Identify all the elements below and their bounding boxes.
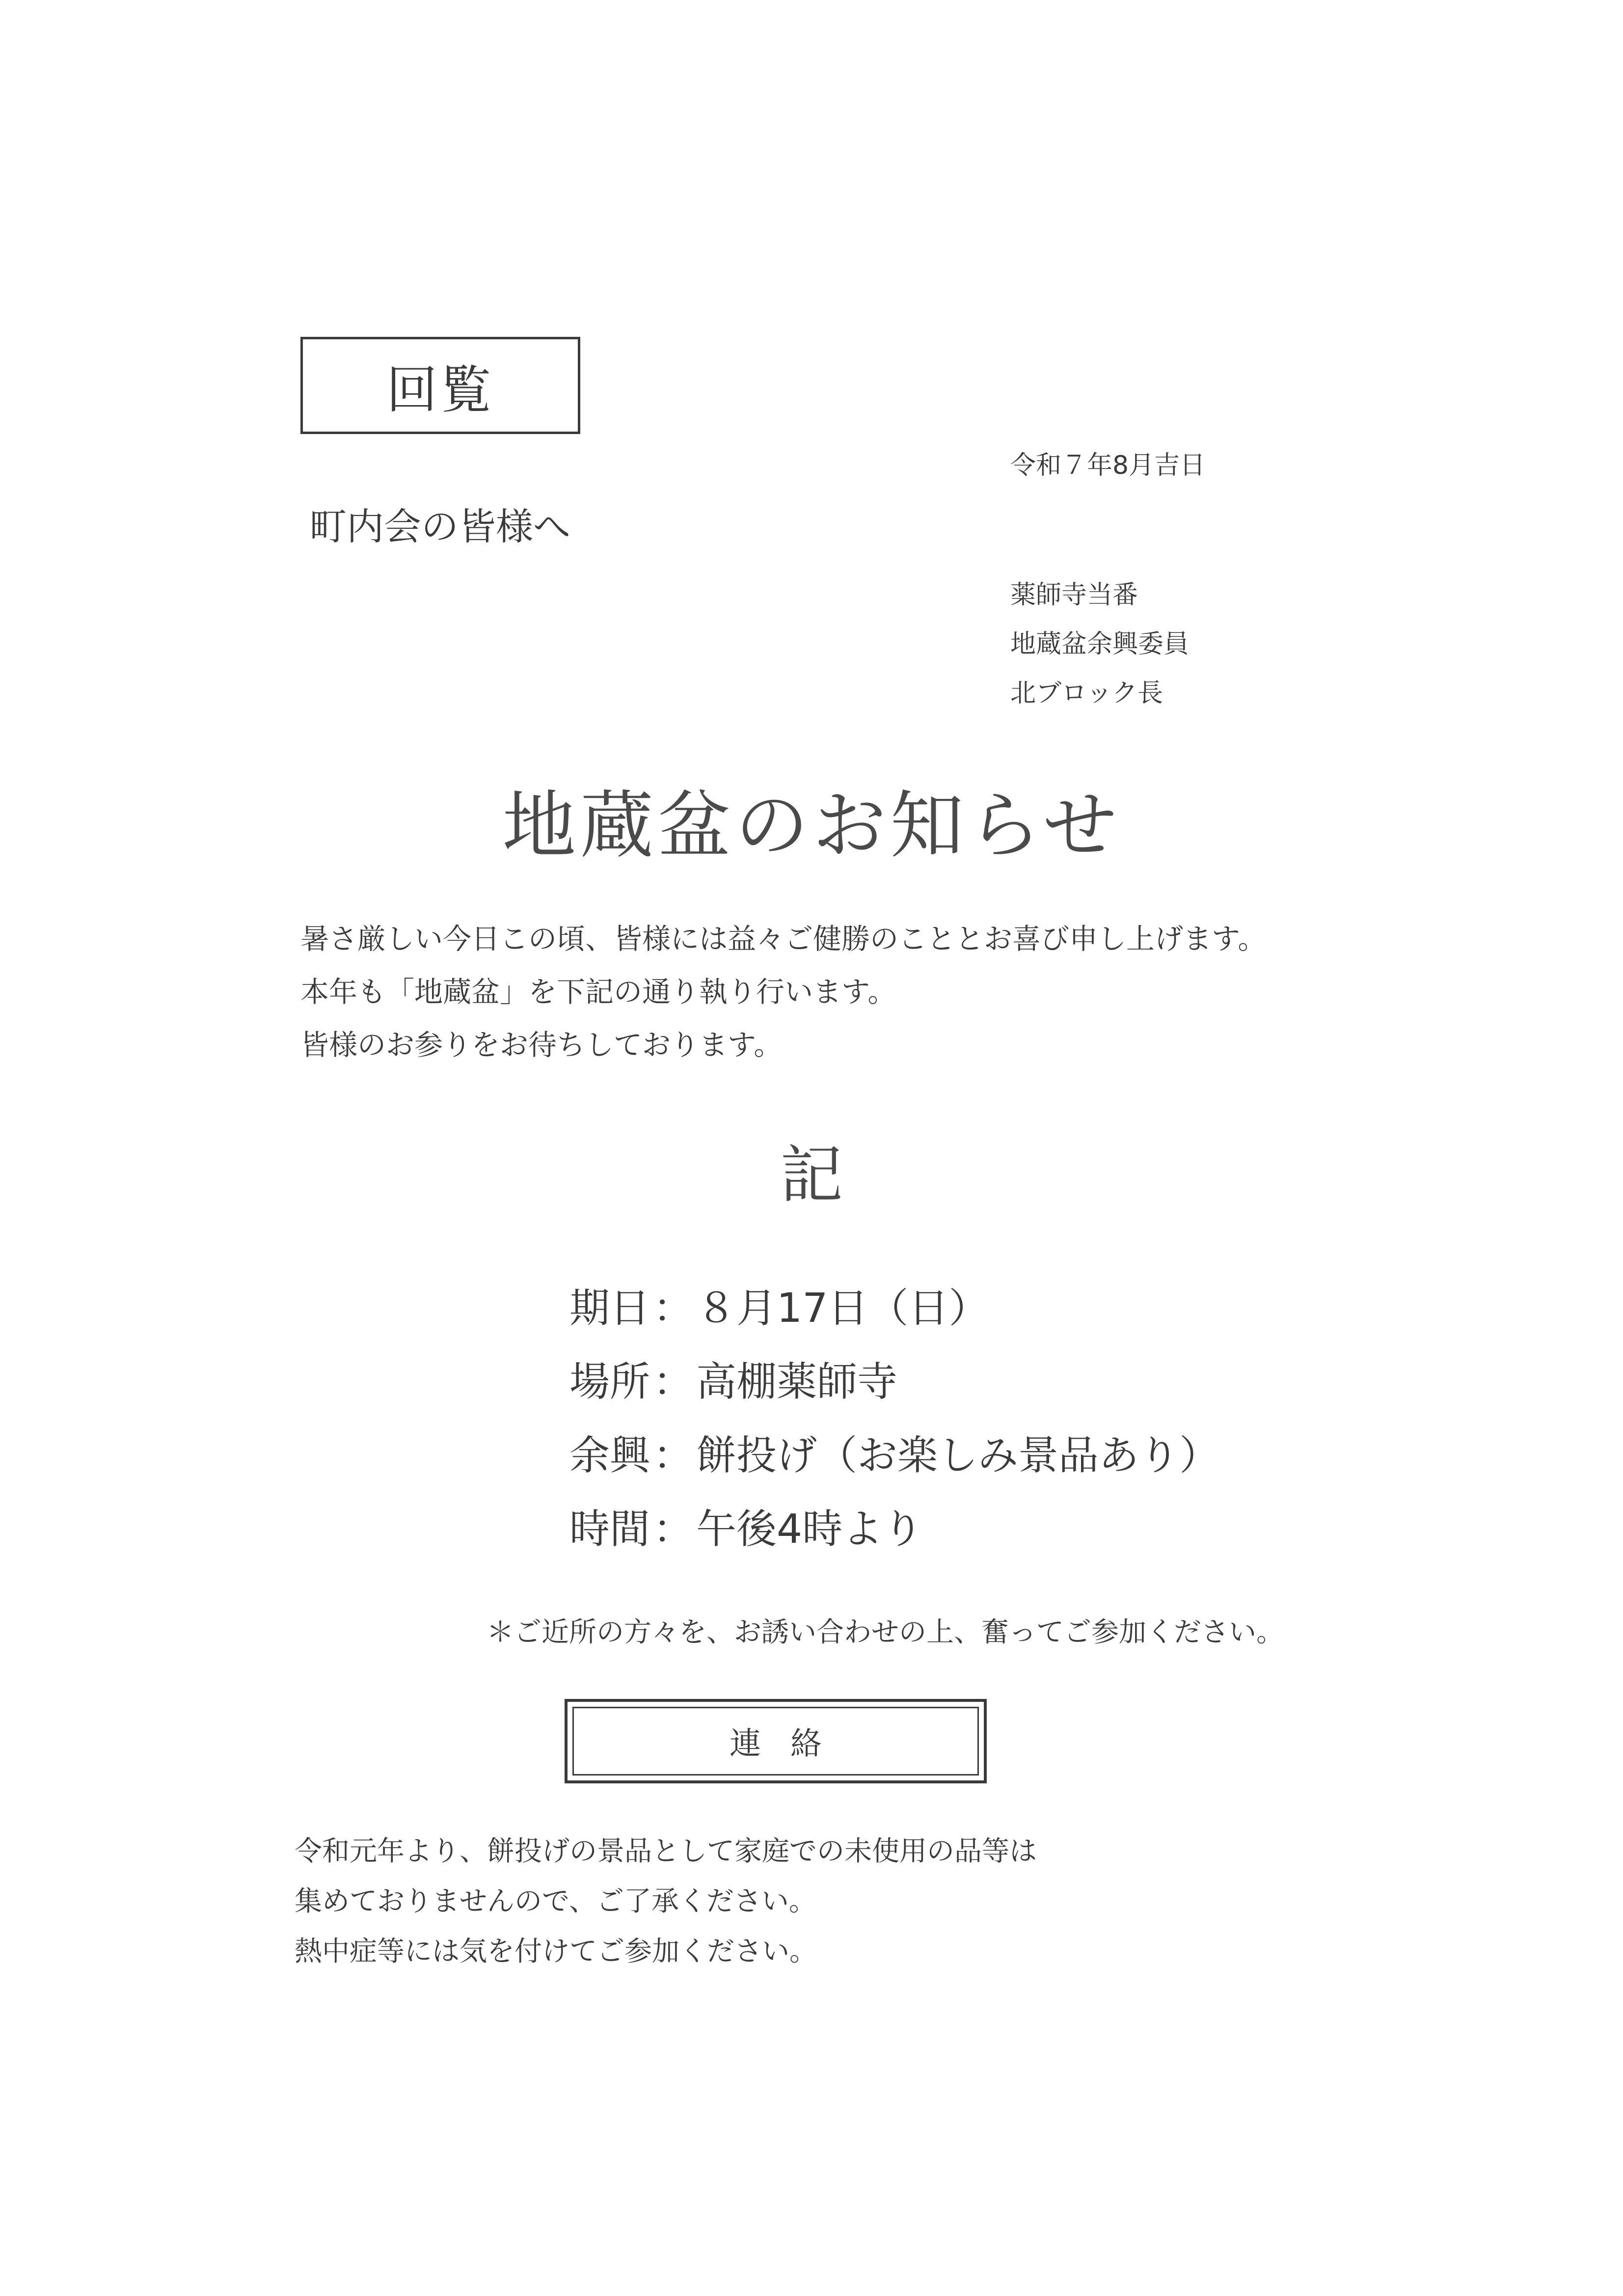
addressee: 町内会の皆様へ: [309, 505, 570, 548]
kairan-label: 回覧: [386, 360, 494, 420]
greeting-line: 本年も「地蔵盆」を下記の通り執り行います。: [300, 975, 896, 1009]
contact-line: 令和元年より、餅投げの景品として家庭での未使用の品等は: [295, 1835, 1037, 1867]
detail-value: 午後4時より: [696, 1506, 923, 1553]
detail-row-time: 時間 ： 午後4時より: [569, 1493, 1219, 1566]
greeting-paragraph: [300, 912, 1266, 1071]
sender-block: [1010, 571, 1189, 718]
contact-heading: 連絡: [572, 1707, 979, 1776]
event-details: [569, 1272, 1219, 1566]
detail-label: 余興: [569, 1432, 650, 1479]
sender-line: 北ブロック長: [1010, 679, 1163, 708]
sender-line: 地蔵盆余興委員: [1010, 629, 1190, 659]
issue-date: 令和７年8月吉日: [1010, 451, 1206, 480]
ki-heading: 記: [780, 1139, 843, 1212]
contact-body: [295, 1827, 1037, 1977]
sender-line: 薬師寺当番: [1010, 580, 1138, 610]
invitation-note: ＊ご近所の方々を、お誘い合わせの上、奮ってご参加ください。: [487, 1616, 1284, 1648]
detail-value: 餅投げ（お楽しみ景品あり）: [696, 1432, 1220, 1479]
detail-label: 場所: [569, 1359, 650, 1405]
document-title: 地蔵盆のお知らせ: [502, 783, 1121, 869]
contact-heading-box: [565, 1699, 987, 1783]
detail-row-entertainment: 余興 ： 餅投げ（お楽しみ景品あり）: [569, 1419, 1219, 1493]
contact-line: 集めておりませんので、ご了承ください。: [295, 1886, 816, 1917]
detail-value: ８月17日（日）: [696, 1285, 989, 1332]
detail-label: 期日: [569, 1285, 650, 1332]
contact-line: 熱中症等には気を付けてご参加ください。: [295, 1936, 817, 1968]
kairan-box: [300, 337, 580, 434]
greeting-line: 皆様のお参りをお待ちしております。: [300, 1028, 783, 1062]
detail-row-place: 場所 ： 高棚薬師寺: [569, 1345, 1219, 1419]
detail-row-date: 期日 ： ８月17日（日）: [569, 1272, 1219, 1345]
greeting-line: 暑さ厳しい今日この頃、皆様には益々ご健勝のこととお喜び申し上げます。: [300, 922, 1267, 956]
detail-label: 時間: [569, 1506, 650, 1553]
detail-value: 高棚薬師寺: [696, 1359, 898, 1405]
